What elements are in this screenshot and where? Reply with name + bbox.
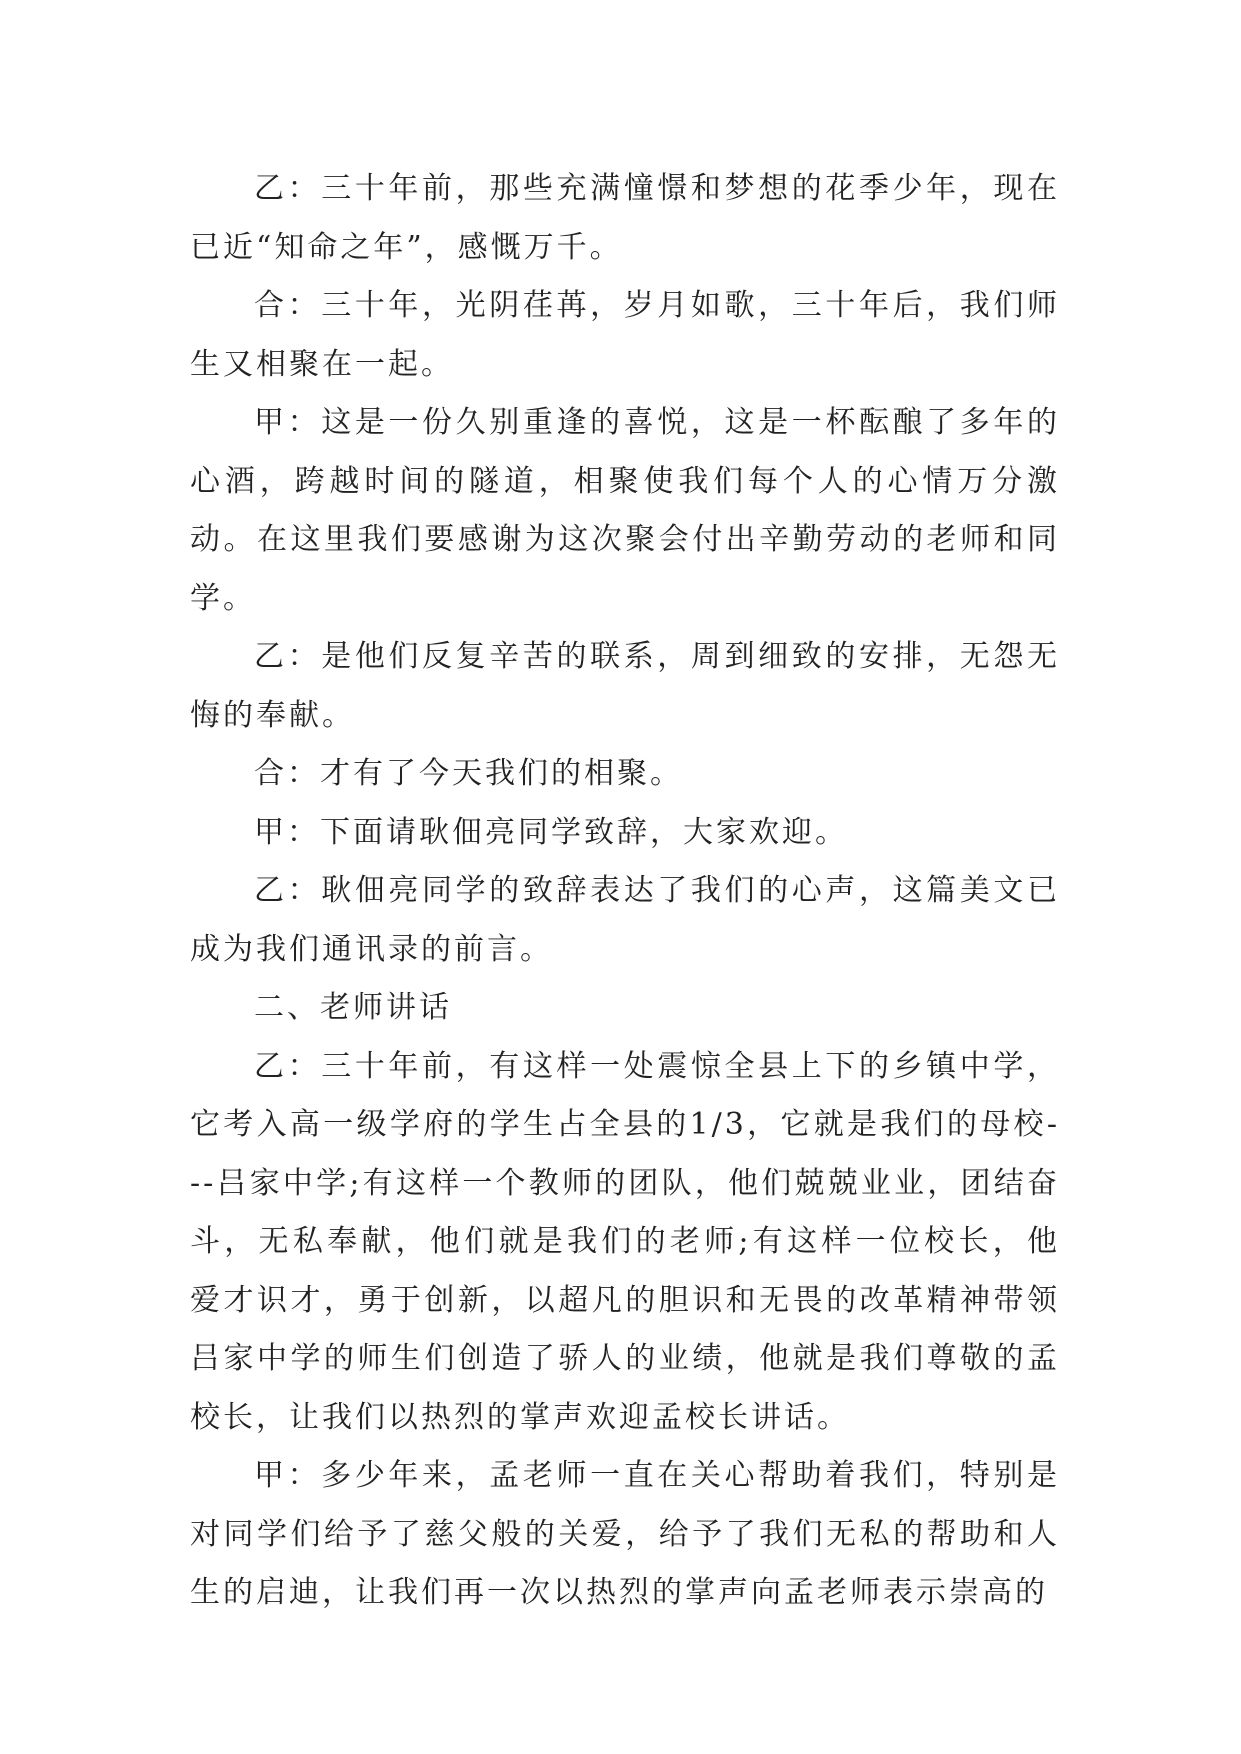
paragraph-8: 乙：三十年前，有这样一处震惊全县上下的乡镇中学，它考入高一级学府的学生占全县的1/3，它就是我们的母校---吕家中学;有这样一个教师的团队，他们兢兢业业，团结奋斗，无私奉献，他们就是我们的老师;有这样一位校长，他爱才识才，勇于创新，以超凡的胆识和无畏的改革精神带领吕家中学的师生们创造了骄人的业绩，他就是我们尊敬的孟校长，让我们以热烈的掌声欢迎孟校长讲话。 [190,1048,1060,1435]
paragraph-3: 甲：这是一份久别重逢的喜悦，这是一杯酝酿了多年的心酒，跨越时间的隧道，相聚使我们每个人的心情万分激动。在这里我们要感谢为这次聚会付出辛勤劳动的老师和同学。 [190,405,1060,616]
paragraph-1: 乙：三十年前，那些充满憧憬和梦想的花季少年，现在已近“知命之年”，感慨万千。 [190,171,1060,265]
paragraph-2: 合：三十年，光阴荏苒，岁月如歌，三十年后，我们师生又相聚在一起。 [190,288,1060,382]
paragraph-9: 甲：多少年来，孟老师一直在关心帮助着我们，特别是对同学们给予了慈父般的关爱，给予了我们无私的帮助和人生的启迪，让我们再一次以热烈的掌声向孟老师表示崇高的 [190,1458,1060,1610]
paragraph-4: 乙：是他们反复辛苦的联系，周到细致的安排，无怨无悔的奉献。 [190,639,1060,733]
paragraph-5: 合：才有了今天我们的相聚。 [254,756,683,791]
paragraph-7: 乙：耿佃亮同学的致辞表达了我们的心声，这篇美文已成为我们通讯录的前言。 [190,873,1060,967]
document-body [190,160,1060,1623]
paragraph-6: 甲：下面请耿佃亮同学致辞，大家欢迎。 [254,814,848,850]
section-heading: 二、老师讲话 [254,990,452,1025]
